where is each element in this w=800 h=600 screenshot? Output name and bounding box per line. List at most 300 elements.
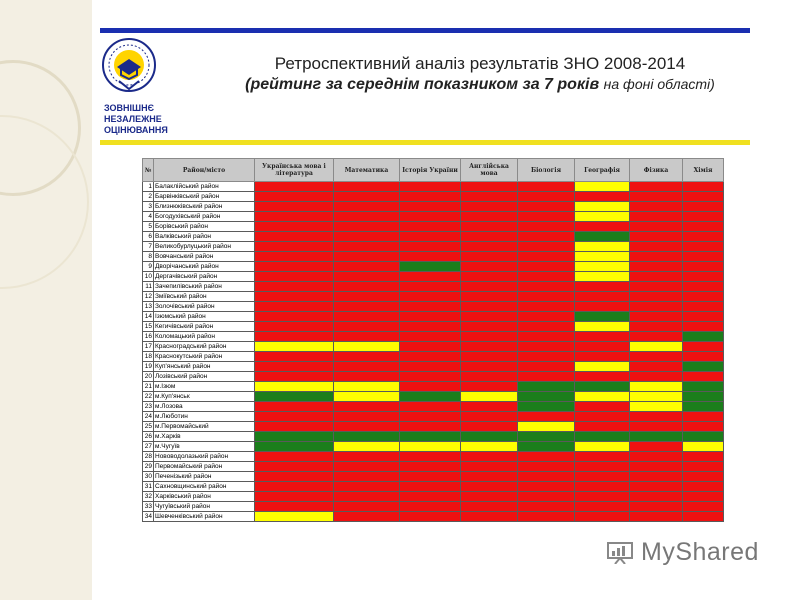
table-row xyxy=(143,492,724,502)
logo-line: ЗОВНІШНЄ xyxy=(104,103,154,113)
rating-cell xyxy=(461,252,518,262)
rating-cell xyxy=(255,332,334,342)
rating-cell xyxy=(461,432,518,442)
rating-cell xyxy=(518,272,575,282)
rating-cell xyxy=(630,372,683,382)
rating-cell xyxy=(334,202,400,212)
rating-cell xyxy=(683,352,724,362)
rating-cell xyxy=(630,292,683,302)
rating-cell xyxy=(518,492,575,502)
row-number: 19 xyxy=(143,362,154,372)
header-cell: Фізика xyxy=(630,159,683,182)
district-name: Валківський район xyxy=(154,232,255,242)
row-number: 33 xyxy=(143,502,154,512)
rating-cell xyxy=(575,272,630,282)
rating-cell xyxy=(575,402,630,412)
table-row xyxy=(143,502,724,512)
rating-cell xyxy=(518,212,575,222)
rating-cell xyxy=(400,272,461,282)
district-name: м.Харків xyxy=(154,432,255,442)
rating-cell xyxy=(400,202,461,212)
rating-cell xyxy=(461,222,518,232)
rating-cell xyxy=(255,182,334,192)
rating-cell xyxy=(683,322,724,332)
rating-cell xyxy=(334,462,400,472)
rating-cell xyxy=(683,392,724,402)
rating-cell xyxy=(255,442,334,452)
rating-cell xyxy=(683,312,724,322)
rating-cell xyxy=(518,432,575,442)
row-number: 28 xyxy=(143,452,154,462)
rating-cell xyxy=(334,292,400,302)
rating-cell xyxy=(683,232,724,242)
header-cell: Математика xyxy=(334,159,400,182)
rating-cell xyxy=(518,242,575,252)
rating-cell xyxy=(575,372,630,382)
rating-cell xyxy=(400,292,461,302)
rating-cell xyxy=(400,422,461,432)
rating-cell xyxy=(683,362,724,372)
row-number: 23 xyxy=(143,402,154,412)
rating-cell xyxy=(461,302,518,312)
rating-cell xyxy=(334,212,400,222)
rating-cell xyxy=(683,192,724,202)
table-row xyxy=(143,372,724,382)
rating-cell xyxy=(630,482,683,492)
rating-cell xyxy=(255,342,334,352)
rating-cell xyxy=(683,202,724,212)
rating-cell xyxy=(255,492,334,502)
rating-cell xyxy=(461,452,518,462)
rating-cell xyxy=(400,352,461,362)
rating-cell xyxy=(255,202,334,212)
district-name: Ізюмський район xyxy=(154,312,255,322)
district-name: Великобурлуцький район xyxy=(154,242,255,252)
row-number: 31 xyxy=(143,482,154,492)
rating-cell xyxy=(630,462,683,472)
district-name: Дергачівський район xyxy=(154,272,255,282)
table-row xyxy=(143,402,724,412)
rating-cell xyxy=(575,382,630,392)
rating-cell xyxy=(630,262,683,272)
table-row xyxy=(143,322,724,332)
row-number: 17 xyxy=(143,342,154,352)
rating-cell xyxy=(400,472,461,482)
table-row xyxy=(143,442,724,452)
rating-cell xyxy=(461,232,518,242)
rating-cell xyxy=(255,392,334,402)
rating-cell xyxy=(575,332,630,342)
rating-cell xyxy=(334,412,400,422)
row-number: 18 xyxy=(143,352,154,362)
rating-cell xyxy=(630,432,683,442)
rating-cell xyxy=(334,392,400,402)
rating-cell xyxy=(461,282,518,292)
table-row xyxy=(143,462,724,472)
header-cell: Район/місто xyxy=(154,159,255,182)
rating-cell xyxy=(334,422,400,432)
table-row xyxy=(143,242,724,252)
left-decorative-strip xyxy=(0,0,92,600)
rating-cell xyxy=(255,282,334,292)
rating-cell xyxy=(461,422,518,432)
rating-cell xyxy=(630,492,683,502)
rating-cell xyxy=(518,382,575,392)
rating-cell xyxy=(255,512,334,522)
district-name: Нововодолазький район xyxy=(154,452,255,462)
table-row xyxy=(143,512,724,522)
rating-cell xyxy=(334,192,400,202)
rating-cell xyxy=(518,322,575,332)
title-line-2 xyxy=(200,76,760,94)
row-number: 29 xyxy=(143,462,154,472)
table-row xyxy=(143,222,724,232)
row-number: 34 xyxy=(143,512,154,522)
rating-cell xyxy=(255,482,334,492)
page-title xyxy=(200,54,760,94)
rating-cell xyxy=(255,232,334,242)
table-body xyxy=(143,182,724,522)
row-number: 25 xyxy=(143,422,154,432)
rating-cell xyxy=(630,502,683,512)
rating-cell xyxy=(575,312,630,322)
rating-cell xyxy=(334,482,400,492)
rating-cell xyxy=(575,192,630,202)
rating-cell xyxy=(630,202,683,212)
rating-cell xyxy=(255,472,334,482)
rating-cell xyxy=(518,342,575,352)
table-row xyxy=(143,292,724,302)
district-name: Богодухівський район xyxy=(154,212,255,222)
table-row xyxy=(143,362,724,372)
rating-cell xyxy=(461,362,518,372)
rating-cell xyxy=(334,262,400,272)
row-number: 16 xyxy=(143,332,154,342)
rating-cell xyxy=(400,502,461,512)
rating-cell xyxy=(334,232,400,242)
table-row xyxy=(143,482,724,492)
rating-cell xyxy=(683,242,724,252)
rating-cell xyxy=(255,272,334,282)
rating-cell xyxy=(461,482,518,492)
table-row xyxy=(143,302,724,312)
district-name: Борівський район xyxy=(154,222,255,232)
rating-cell xyxy=(400,432,461,442)
rating-cell xyxy=(683,382,724,392)
rating-cell xyxy=(400,392,461,402)
rating-cell xyxy=(575,422,630,432)
title-line-2-main: (рейтинг за середнім показником за 7 років xyxy=(245,76,600,93)
rating-cell xyxy=(400,462,461,472)
district-name: Краснокутський район xyxy=(154,352,255,362)
rating-cell xyxy=(461,442,518,452)
rating-cell xyxy=(255,302,334,312)
rating-cell xyxy=(575,322,630,332)
rating-cell xyxy=(400,512,461,522)
rating-cell xyxy=(400,452,461,462)
rating-cell xyxy=(461,512,518,522)
rating-cell xyxy=(575,222,630,232)
bottom-yellow-bar xyxy=(100,140,750,145)
rating-cell xyxy=(630,382,683,392)
rating-cell xyxy=(334,312,400,322)
row-number: 30 xyxy=(143,472,154,482)
row-number: 2 xyxy=(143,192,154,202)
rating-cell xyxy=(630,332,683,342)
table-row xyxy=(143,202,724,212)
row-number: 20 xyxy=(143,372,154,382)
rating-cell xyxy=(334,402,400,412)
rating-cell xyxy=(400,262,461,272)
rating-cell xyxy=(683,502,724,512)
rating-cell xyxy=(518,512,575,522)
rating-cell xyxy=(683,372,724,382)
rating-cell xyxy=(334,472,400,482)
rating-cell xyxy=(630,212,683,222)
table-row xyxy=(143,472,724,482)
header-cell: Українська мова і література xyxy=(255,159,334,182)
rating-cell xyxy=(461,372,518,382)
rating-cell xyxy=(630,192,683,202)
rating-cell xyxy=(683,332,724,342)
row-number: 26 xyxy=(143,432,154,442)
rating-cell xyxy=(461,242,518,252)
rating-cell xyxy=(400,192,461,202)
district-name: м.Люботин xyxy=(154,412,255,422)
rating-cell xyxy=(334,282,400,292)
row-number: 5 xyxy=(143,222,154,232)
rating-cell xyxy=(683,282,724,292)
rating-cell xyxy=(334,252,400,262)
rating-cell xyxy=(683,182,724,192)
district-name: м.Куп'янськ xyxy=(154,392,255,402)
row-number: 12 xyxy=(143,292,154,302)
rating-cell xyxy=(334,432,400,442)
row-number: 24 xyxy=(143,412,154,422)
rating-cell xyxy=(518,412,575,422)
rating-cell xyxy=(630,352,683,362)
top-blue-bar xyxy=(100,28,750,33)
rating-cell xyxy=(630,232,683,242)
rating-cell xyxy=(334,382,400,392)
rating-cell xyxy=(518,362,575,372)
rating-cell xyxy=(400,332,461,342)
rating-cell xyxy=(518,502,575,512)
rating-cell xyxy=(461,382,518,392)
rating-cell xyxy=(255,372,334,382)
row-number: 27 xyxy=(143,442,154,452)
row-number: 22 xyxy=(143,392,154,402)
rating-cell xyxy=(400,362,461,372)
district-name: м.Чугуїв xyxy=(154,442,255,452)
district-name: Балаклійський район xyxy=(154,182,255,192)
rating-cell xyxy=(400,182,461,192)
rating-cell xyxy=(518,452,575,462)
rating-cell xyxy=(575,292,630,302)
rating-cell xyxy=(334,272,400,282)
rating-cell xyxy=(461,212,518,222)
rating-cell xyxy=(255,312,334,322)
rating-cell xyxy=(461,202,518,212)
rating-cell xyxy=(683,402,724,412)
rating-cell xyxy=(255,382,334,392)
district-name: Сахновщинський район xyxy=(154,482,255,492)
district-name: Первомайський район xyxy=(154,462,255,472)
rating-cell xyxy=(630,342,683,352)
rating-cell xyxy=(334,342,400,352)
rating-cell xyxy=(461,262,518,272)
watermark-text: MyShared xyxy=(641,538,759,566)
rating-cell xyxy=(575,232,630,242)
row-number: 4 xyxy=(143,212,154,222)
rating-cell xyxy=(255,212,334,222)
district-name: Близнюківський район xyxy=(154,202,255,212)
rating-cell xyxy=(683,252,724,262)
rating-cell xyxy=(575,482,630,492)
rating-cell xyxy=(461,342,518,352)
table-row xyxy=(143,352,724,362)
rating-cell xyxy=(461,462,518,472)
rating-cell xyxy=(575,252,630,262)
rating-cell xyxy=(400,482,461,492)
rating-cell xyxy=(255,462,334,472)
rating-cell xyxy=(518,202,575,212)
rating-cell xyxy=(575,262,630,272)
rating-cell xyxy=(683,302,724,312)
rating-cell xyxy=(630,362,683,372)
table-row xyxy=(143,422,724,432)
rating-cell xyxy=(334,452,400,462)
rating-cell xyxy=(334,512,400,522)
rating-cell xyxy=(400,382,461,392)
rating-cell xyxy=(334,502,400,512)
district-name: Красноградський район xyxy=(154,342,255,352)
rating-cell xyxy=(518,482,575,492)
rating-cell xyxy=(518,352,575,362)
rating-cell xyxy=(518,372,575,382)
rating-cell xyxy=(630,412,683,422)
header-cell: Біологія xyxy=(518,159,575,182)
rating-cell xyxy=(575,462,630,472)
rating-cell xyxy=(334,332,400,342)
rating-cell xyxy=(334,222,400,232)
rating-cell xyxy=(518,392,575,402)
rating-cell xyxy=(575,302,630,312)
rating-cell xyxy=(575,242,630,252)
rating-cell xyxy=(334,302,400,312)
rating-cell xyxy=(683,472,724,482)
rating-cell xyxy=(630,252,683,262)
rating-cell xyxy=(630,422,683,432)
district-name: Куп'янський район xyxy=(154,362,255,372)
rating-cell xyxy=(575,182,630,192)
district-name: Шевченківський район xyxy=(154,512,255,522)
district-name: Печенізький район xyxy=(154,472,255,482)
rating-cell xyxy=(461,492,518,502)
rating-cell xyxy=(400,212,461,222)
rating-cell xyxy=(255,222,334,232)
rating-cell xyxy=(518,182,575,192)
header-cell: Географія xyxy=(575,159,630,182)
rating-cell xyxy=(400,242,461,252)
district-name: м.Лозова xyxy=(154,402,255,412)
district-name: Коломацький район xyxy=(154,332,255,342)
rating-cell xyxy=(683,512,724,522)
row-number: 6 xyxy=(143,232,154,242)
rating-cell xyxy=(575,212,630,222)
zno-logo-icon xyxy=(101,37,157,97)
rating-cell xyxy=(461,292,518,302)
rating-cell xyxy=(400,412,461,422)
rating-cell xyxy=(334,492,400,502)
rating-cell xyxy=(683,462,724,472)
row-number: 10 xyxy=(143,272,154,282)
rating-cell xyxy=(334,362,400,372)
rating-cell xyxy=(518,422,575,432)
rating-cell xyxy=(575,202,630,212)
rating-cell xyxy=(400,312,461,322)
rating-cell xyxy=(400,402,461,412)
rating-cell xyxy=(575,392,630,402)
rating-cell xyxy=(518,262,575,272)
rating-cell xyxy=(630,302,683,312)
rating-cell xyxy=(630,442,683,452)
rating-cell xyxy=(255,252,334,262)
logo-line: ОЦІНЮВАННЯ xyxy=(104,125,168,135)
row-number: 32 xyxy=(143,492,154,502)
rating-cell xyxy=(575,362,630,372)
rating-cell xyxy=(400,282,461,292)
table-row xyxy=(143,272,724,282)
rating-cell xyxy=(461,412,518,422)
rating-table xyxy=(142,158,724,522)
rating-cell xyxy=(575,282,630,292)
district-name: Зміївський район xyxy=(154,292,255,302)
rating-cell xyxy=(630,452,683,462)
rating-cell xyxy=(575,452,630,462)
rating-cell xyxy=(461,402,518,412)
rating-cell xyxy=(461,312,518,322)
rating-cell xyxy=(575,442,630,452)
rating-cell xyxy=(518,192,575,202)
rating-cell xyxy=(683,452,724,462)
district-name: Барвінківський район xyxy=(154,192,255,202)
row-number: 9 xyxy=(143,262,154,272)
rating-cell xyxy=(255,402,334,412)
rating-cell xyxy=(518,302,575,312)
header-cell: Історія України xyxy=(400,159,461,182)
rating-cell xyxy=(683,492,724,502)
rating-cell xyxy=(683,292,724,302)
rating-cell xyxy=(518,252,575,262)
row-number: 15 xyxy=(143,322,154,332)
row-number: 1 xyxy=(143,182,154,192)
table-row xyxy=(143,232,724,242)
table-header-row xyxy=(143,159,724,182)
row-number: 8 xyxy=(143,252,154,262)
rating-cell xyxy=(255,292,334,302)
rating-cell xyxy=(518,292,575,302)
rating-cell xyxy=(683,272,724,282)
rating-cell xyxy=(255,412,334,422)
district-name: Вовчанський район xyxy=(154,252,255,262)
header-cell: Англійська мова xyxy=(461,159,518,182)
rating-cell xyxy=(630,242,683,252)
rating-cell xyxy=(400,372,461,382)
rating-cell xyxy=(461,352,518,362)
rating-cell xyxy=(630,512,683,522)
row-number: 13 xyxy=(143,302,154,312)
